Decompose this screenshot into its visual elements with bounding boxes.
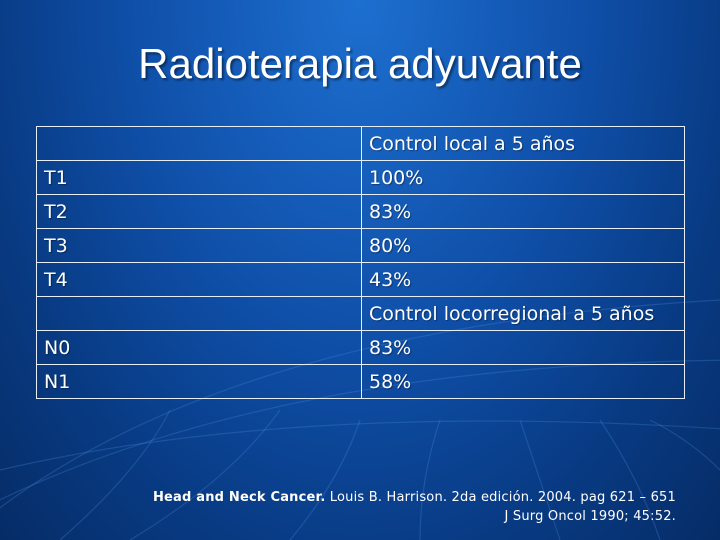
table-row (37, 263, 685, 297)
row-value: 100% (362, 161, 685, 195)
results-table (36, 126, 685, 399)
row-label: T3 (37, 229, 362, 263)
row-value: Control local a 5 años (362, 127, 685, 161)
table-row (37, 297, 685, 331)
table-row (37, 331, 685, 365)
reference-book-title: Head and Neck Cancer. (152, 490, 326, 505)
table-row (37, 161, 685, 195)
row-label: T4 (37, 263, 362, 297)
reference-line-2: J Surg Oncol 1990; 45:52. (504, 509, 676, 524)
row-label: T2 (37, 195, 362, 229)
slide-title: Radioterapia adyuvante (138, 40, 582, 87)
row-value: 83% (362, 195, 685, 229)
row-value: 83% (362, 331, 685, 365)
table-row (37, 229, 685, 263)
row-label (37, 127, 362, 161)
table-row (37, 195, 685, 229)
row-label: N0 (37, 331, 362, 365)
table-row (37, 127, 685, 161)
row-label: N1 (37, 365, 362, 399)
reference-book-details: Louis B. Harrison. 2da edición. 2004. pag 621 – 651 (325, 490, 676, 505)
row-label: T1 (37, 161, 362, 195)
row-value: Control locorregional a 5 años (362, 297, 685, 331)
row-label (37, 297, 362, 331)
row-value: 58% (362, 365, 685, 399)
row-value: 43% (362, 263, 685, 297)
row-value: 80% (362, 229, 685, 263)
table-row (37, 365, 685, 399)
references (153, 488, 676, 526)
reference-line-1 (153, 488, 676, 507)
